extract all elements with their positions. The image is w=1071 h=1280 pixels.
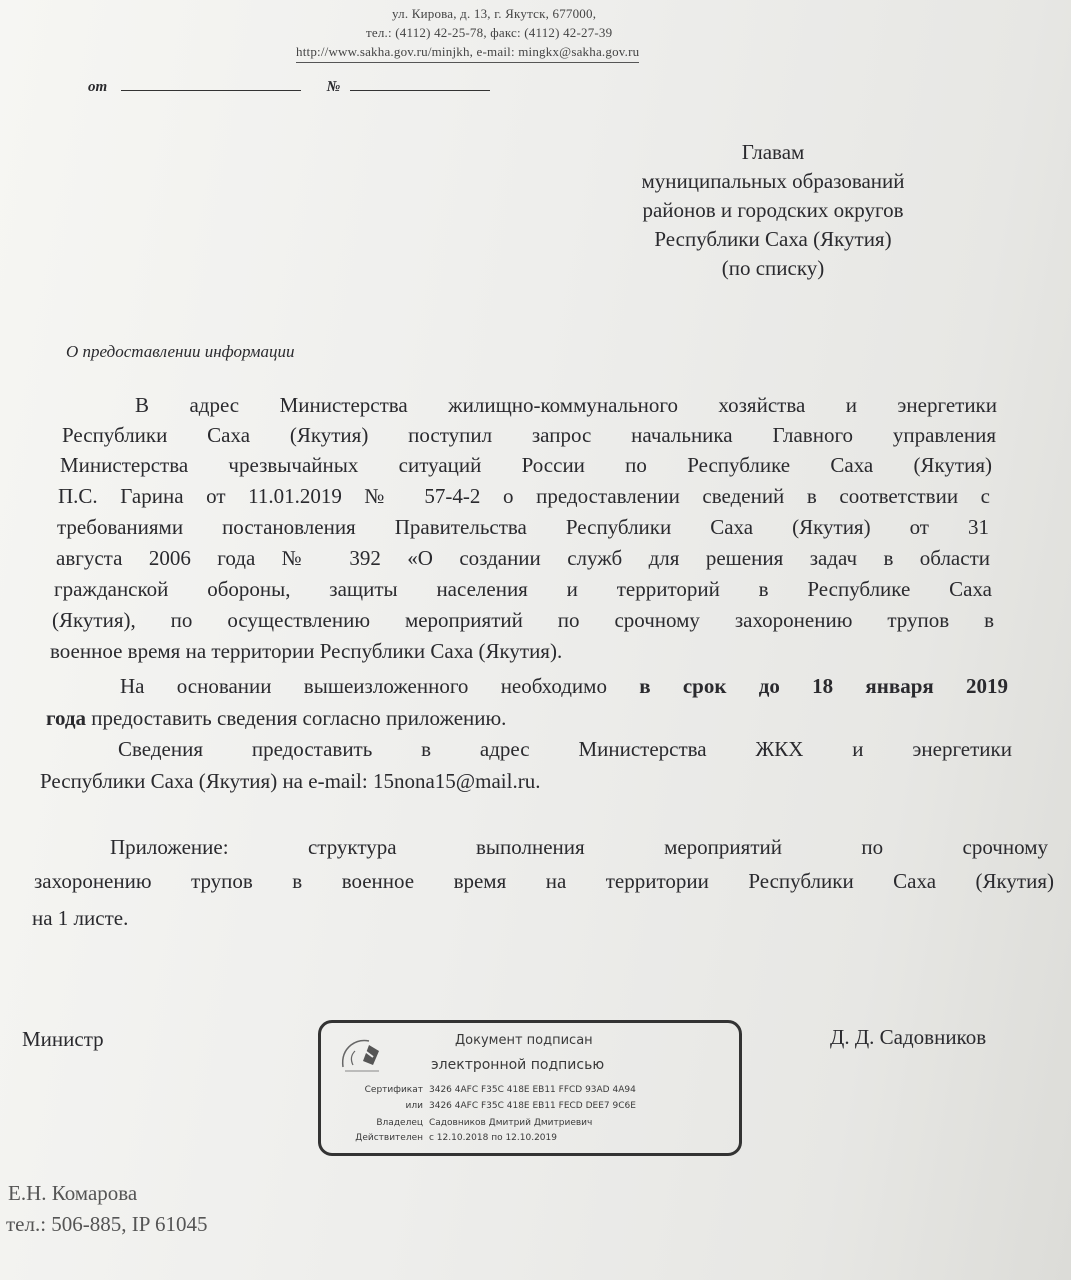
addressee-line: Республики Саха (Якутия) (654, 227, 892, 251)
paragraph-line: В адрес Министерства жилищно-коммунального хозяйства и энергетики (135, 393, 997, 417)
header-address: ул. Кирова, д. 13, г. Якутск, 677000, (392, 6, 597, 21)
number-label: № (326, 79, 341, 95)
deadline-text: предоставить сведения согласно приложению. (91, 706, 507, 730)
email-line: Республики Саха (Якутия) на e-mail: 15nona15@mail.ru. (40, 769, 541, 793)
signer-position: Министр (22, 1027, 104, 1051)
registration-line (88, 76, 490, 96)
stamp-subtitle: электронной подписью (431, 1057, 605, 1073)
letter-subject: О предоставлении информации (66, 342, 295, 361)
e-signature-stamp (318, 1020, 742, 1156)
emblem-icon (339, 1035, 385, 1075)
paragraph-line: Министерства чрезвычайных ситуаций России по Республике Саха (Якутия) (60, 453, 992, 477)
header-phone: тел.: (4112) 42-25-78, факс: (4112) 42-27-39 (366, 25, 613, 40)
from-label: от (88, 79, 108, 95)
paragraph-line: августа 2006 года № 392 «О создании служб для решения задач в области (56, 546, 990, 570)
deadline-line (120, 671, 1008, 701)
owner-value: Садовников Дмитрий Дмитриевич (429, 1118, 593, 1128)
number-blank (350, 76, 490, 91)
attachment-line: захоронению трупов в военное время на территории Республики Саха (Якутия) (34, 869, 1054, 893)
stamp-title: Документ подписан (455, 1033, 593, 1048)
deadline-text: На основании вышеизложенного необходимо (120, 674, 607, 698)
valid-value: с 12.10.2018 по 12.10.2019 (429, 1133, 557, 1143)
addressee-line: (по списку) (721, 256, 825, 280)
paragraph-line: Сведения предоставить в адрес Министерства ЖКХ и энергетики (118, 737, 1012, 761)
cert-value: 3426 4AFC F35C 418E EB11 FFCD 93AD 4A94 (429, 1085, 636, 1095)
cert-or-label: или (405, 1101, 423, 1111)
attachment-line: на 1 листе. (32, 906, 129, 930)
paragraph-line: Республики Саха (Якутия) поступил запрос начальника Главного управления (62, 423, 996, 447)
executor-phone: тел.: 506-885, IP 61045 (6, 1212, 208, 1236)
paragraph-line: требованиями постановления Правительства Республики Саха (Якутия) от 31 (57, 515, 989, 539)
deadline-line-2 (46, 703, 506, 733)
owner-label: Владелец (376, 1118, 423, 1128)
attachment-line: Приложение: структура выполнения мероприятий по срочному (110, 835, 1048, 859)
deadline-date: в срок до 18 января 2019 (639, 674, 1009, 698)
addressee-line: муниципальных образований (641, 169, 905, 193)
addressee-block (598, 138, 948, 283)
header-web: http://www.sakha.gov.ru/minjkh, e-mail: mingkx@sakha.gov.ru (296, 44, 639, 63)
signer-name: Д. Д. Садовников (830, 1025, 987, 1049)
paragraph-line: П.С. Гарина от 11.01.2019 № 57-4-2 о предоставлении сведений в соответствии с (58, 484, 990, 508)
paragraph-line: (Якутия), по осуществлению мероприятий по срочному захоронению трупов в (52, 608, 994, 632)
addressee-line: Главам (741, 140, 805, 164)
cert-alt-value: 3426 4AFC F35C 418E EB11 FECD DEE7 9C6E (429, 1101, 636, 1111)
executor-name: Е.Н. Комарова (8, 1181, 138, 1205)
date-blank (121, 76, 301, 91)
paragraph-line: военное время на территории Республики Саха (Якутия). (50, 639, 563, 663)
addressee-line: районов и городских округов (642, 198, 904, 222)
paragraph-line: гражданской обороны, защиты населения и территорий в Республике Саха (54, 577, 992, 601)
cert-label: Сертификат (364, 1085, 423, 1095)
valid-label: Действителен (355, 1133, 423, 1143)
deadline-year: года (46, 706, 87, 730)
